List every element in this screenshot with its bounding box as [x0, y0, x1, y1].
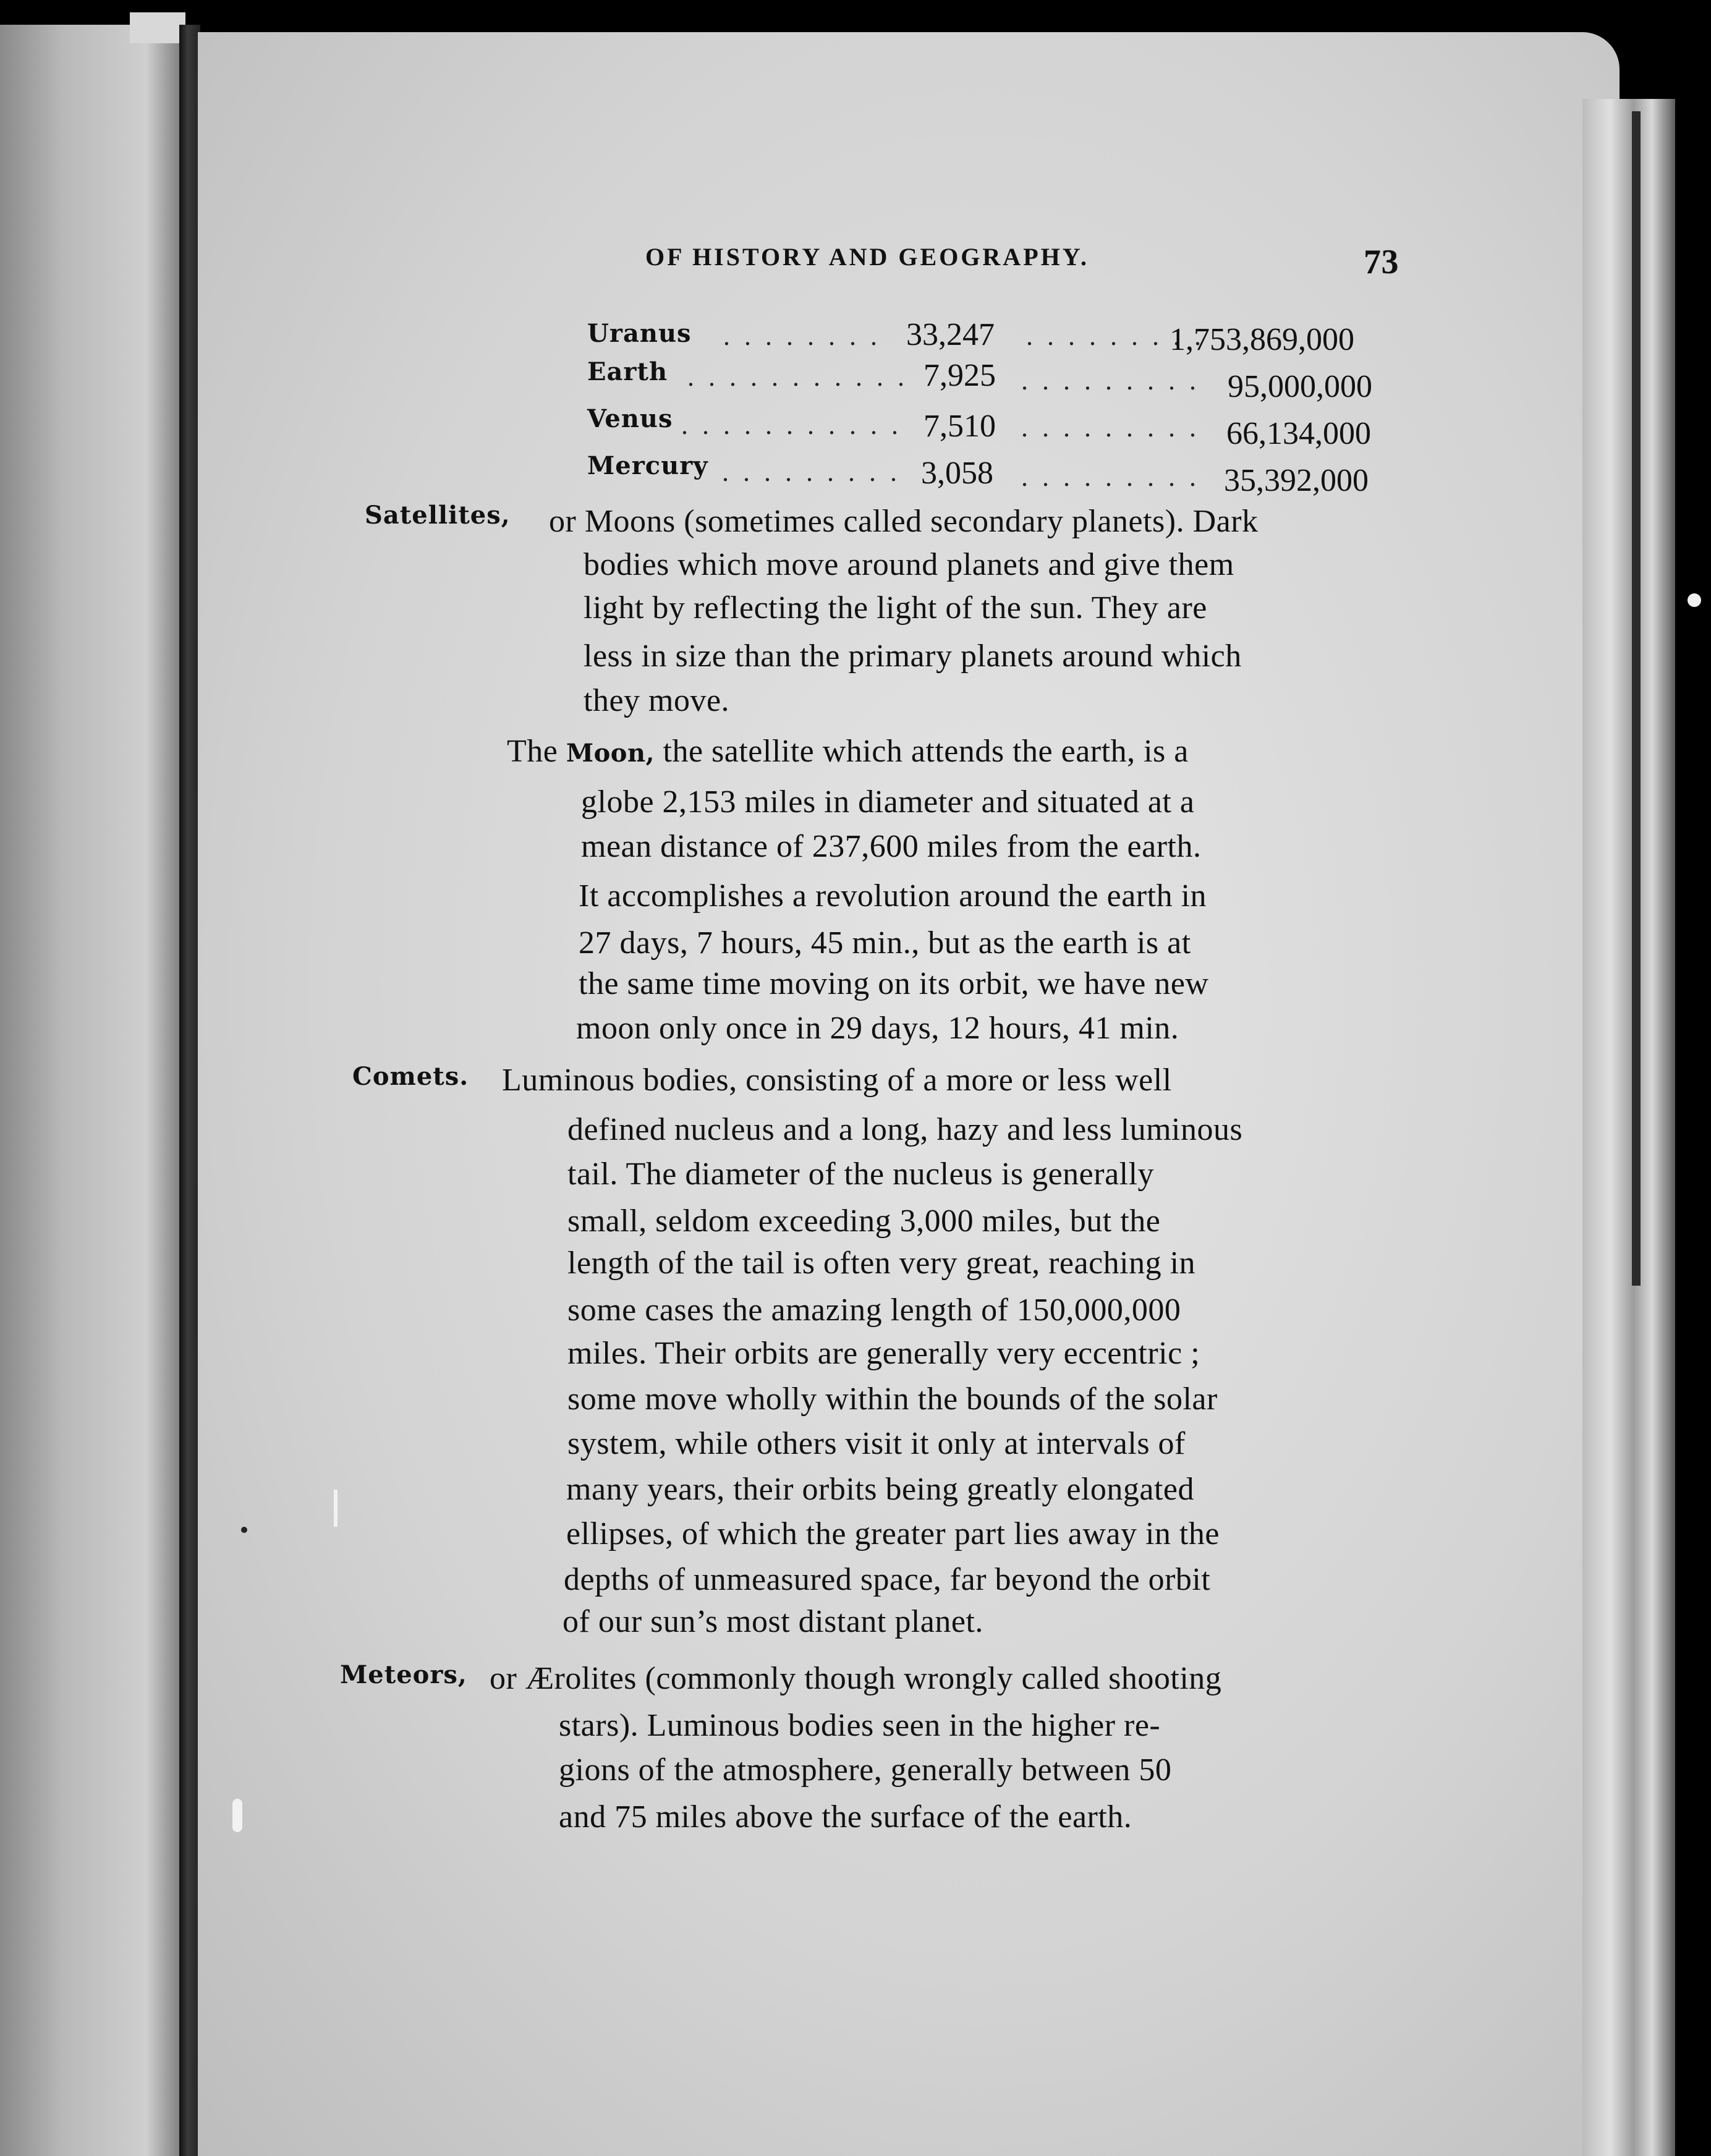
entry-line: Luminous bodies, consisting of a more or less well — [502, 1063, 1172, 1098]
entry-line: the same time moving on its orbit, we have new — [579, 966, 1209, 1001]
entry-line: depths of unmeasured space, far beyond the orbit — [564, 1562, 1211, 1597]
dot-leader: . . . . . . . . . — [1021, 412, 1200, 443]
entry-line: globe 2,153 miles in diameter and situated at a — [581, 784, 1195, 820]
entry-line: small, seldom exceeding 3,000 miles, but the — [567, 1203, 1161, 1239]
entry-line: gions of the atmosphere, generally between 50 — [559, 1752, 1172, 1788]
planet-name: Mercury — [587, 451, 708, 480]
scan-blemish — [1688, 593, 1701, 607]
entry-line: mean distance of 237,600 miles from the earth. — [581, 829, 1202, 864]
entry-line: stars). Luminous bodies seen in the higher re- — [559, 1708, 1161, 1743]
entry-line: ellipses, of which the greater part lies away in the — [566, 1516, 1220, 1551]
entry-line: less in size than the primary planets around which — [584, 639, 1242, 674]
dot-leader: . . . . . . . . . . . — [681, 410, 902, 440]
entry-line: bodies which move around planets and give them — [584, 547, 1234, 582]
entry-line: miles. Their orbits are generally very eccentric ; — [567, 1336, 1200, 1371]
planet-distance: 66,134,000 — [1226, 416, 1371, 451]
dot-leader: . . . . . . . . . — [1026, 321, 1205, 351]
scan-blemish — [334, 1490, 338, 1527]
planet-diameter: 33,247 — [906, 317, 995, 352]
planet-distance: 35,392,000 — [1224, 463, 1369, 498]
dot-leader: . . . . . . . . . . . — [687, 362, 908, 392]
dot-leader: . . . . . . . . . — [1021, 365, 1200, 396]
dot-leader: . . . . . . . . . — [722, 457, 901, 487]
entry-line: light by reflecting the light of the sun. They are — [584, 590, 1207, 626]
previous-page-corner — [130, 12, 185, 43]
entry-term: Comets. — [352, 1062, 469, 1091]
entry-line: some cases the amazing length of 150,000,000 — [567, 1292, 1181, 1328]
entry-term: Meteors, — [340, 1660, 467, 1689]
planet-diameter: 7,925 — [923, 358, 996, 393]
running-title: OF HISTORY AND GEOGRAPHY. — [645, 243, 1089, 271]
planet-distance: 95,000,000 — [1228, 369, 1372, 404]
planet-distance: 1,753,869,000 — [1170, 322, 1354, 357]
dot-leader: . . . . . . . . — [723, 321, 881, 351]
entry-line: they move. — [584, 683, 730, 718]
entry-line: and 75 miles above the surface of the earth. — [559, 1799, 1132, 1835]
entry-line: length of the tail is often very great, reaching in — [567, 1246, 1196, 1281]
page-number: 73 — [1364, 243, 1399, 281]
planet-diameter: 3,058 — [921, 456, 993, 491]
scan-blemish — [241, 1527, 247, 1533]
entry-term: Moon, — [566, 739, 655, 768]
moon-first-line — [507, 736, 1189, 768]
entry-line: tail. The diameter of the nucleus is generally — [567, 1157, 1155, 1192]
entry-line: of our sun’s most distant planet. — [563, 1604, 983, 1639]
book-gutter — [179, 25, 200, 2156]
entry-line: many years, their orbits being greatly elongated — [566, 1472, 1195, 1507]
entry-line: 27 days, 7 hours, 45 min., but as the earth is at — [579, 925, 1191, 961]
previous-page-edge — [0, 25, 183, 2156]
entry-line: some move wholly within the bounds of the solar — [567, 1381, 1218, 1417]
entry-line: or Moons (sometimes called secondary planets). Dark — [549, 504, 1259, 539]
scan-blemish — [232, 1799, 242, 1832]
entry-line: defined nucleus and a long, hazy and less luminous — [567, 1112, 1243, 1147]
page-edge-fold — [1582, 99, 1675, 2156]
entry-term: Satellites, — [365, 501, 511, 530]
entry-line: or Ærolites (commonly though wrongly called shooting — [490, 1661, 1222, 1696]
dot-leader: . . . . . . . . . — [1021, 462, 1200, 492]
planet-name: Uranus — [587, 319, 692, 348]
page-edge-shadow — [1632, 111, 1641, 1286]
entry-line: moon only once in 29 days, 12 hours, 41 min. — [576, 1011, 1179, 1046]
entry-line: It accomplishes a revolution around the earth in — [579, 878, 1207, 914]
entry-line: system, while others visit it only at intervals of — [567, 1426, 1186, 1461]
planet-name: Venus — [587, 404, 673, 433]
planet-diameter: 7,510 — [923, 409, 996, 444]
entry-line: the satellite which attends the earth, is a — [663, 734, 1189, 769]
scan-border — [1675, 0, 1711, 2156]
planet-name: Earth — [587, 357, 668, 386]
moon-lead-word: The — [507, 734, 558, 769]
